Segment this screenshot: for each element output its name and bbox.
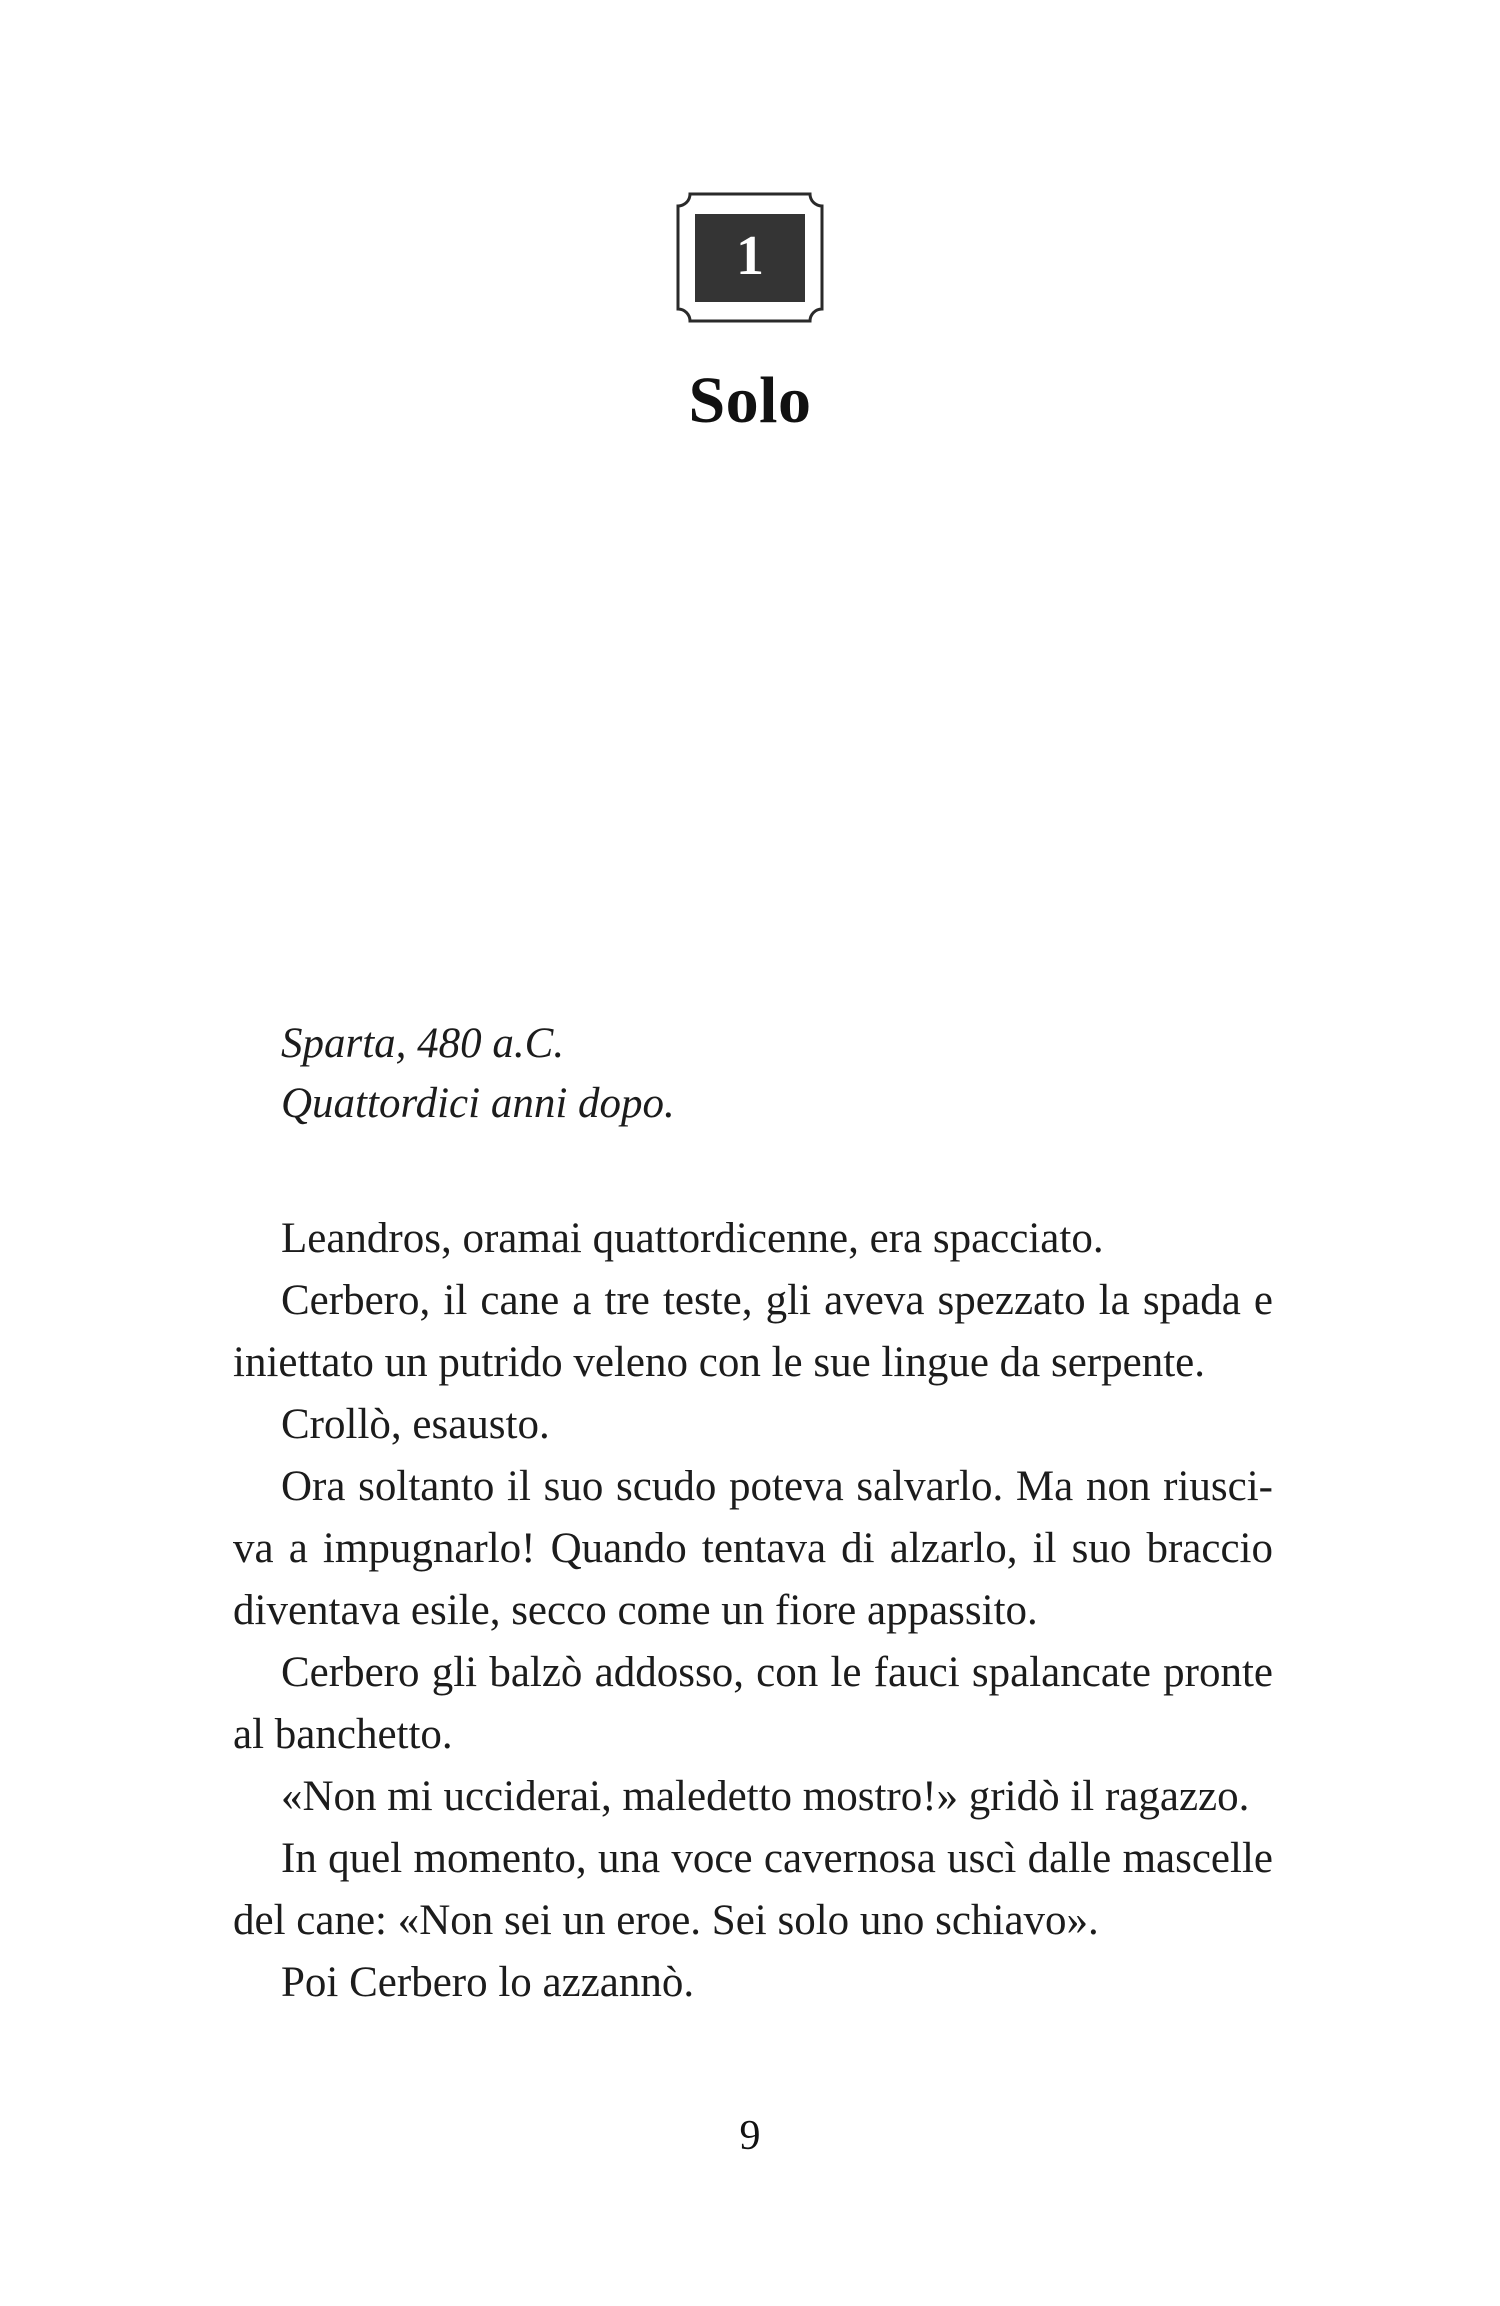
paragraph xyxy=(233,1208,1273,1270)
chapter-number-plaque xyxy=(675,191,825,325)
paragraph xyxy=(233,1270,1273,1394)
paragraph xyxy=(233,1828,1273,1952)
dateline-line: Quattordici anni dopo. xyxy=(281,1080,675,1127)
paragraph xyxy=(233,1456,1273,1642)
chapter-number-box xyxy=(695,214,805,302)
dateline xyxy=(233,1014,1273,1134)
body-line: diventava esile, secco come un fiore appassito. xyxy=(233,1587,1038,1634)
body-line: Cerbero gli balzò addosso, con le fauci spalancate pronte xyxy=(281,1649,1273,1696)
paragraph xyxy=(233,1952,1273,2014)
text-block xyxy=(233,1014,1273,2014)
paragraph xyxy=(233,1394,1273,1456)
body-line: Poi Cerbero lo azzannò. xyxy=(281,1959,695,2006)
body-paragraphs xyxy=(233,1208,1273,2014)
chapter-number: 1 xyxy=(736,225,764,287)
chapter-title: Solo xyxy=(688,364,812,437)
body-line: Leandros, oramai quattordicenne, era spacciato. xyxy=(281,1215,1104,1262)
page-number: 9 xyxy=(739,2113,761,2159)
body-line: In quel momento, una voce cavernosa uscì dalle mascelle xyxy=(281,1835,1273,1882)
body-line: Crollò, esausto. xyxy=(281,1401,550,1448)
body-line: «Non mi ucciderai, maledetto mostro!» gridò il ragazzo. xyxy=(281,1773,1250,1820)
dateline-line: Sparta, 480 a.C. xyxy=(281,1020,565,1067)
paragraph xyxy=(233,1766,1273,1828)
body-line: va a impugnarlo! Quando tentava di alzarlo, il suo braccio xyxy=(233,1525,1273,1572)
body-line: Cerbero, il cane a tre teste, gli aveva spezzato la spada e xyxy=(281,1277,1273,1324)
body-line: del cane: «Non sei un eroe. Sei solo uno schiavo». xyxy=(233,1897,1099,1944)
body-line: iniettato un putrido veleno con le sue lingue da serpente. xyxy=(233,1339,1205,1386)
body-line: Ora soltanto il suo scudo poteva salvarlo. Ma non riusci- xyxy=(281,1463,1273,1510)
paragraph xyxy=(233,1642,1273,1766)
body-line: al banchetto. xyxy=(233,1711,453,1758)
